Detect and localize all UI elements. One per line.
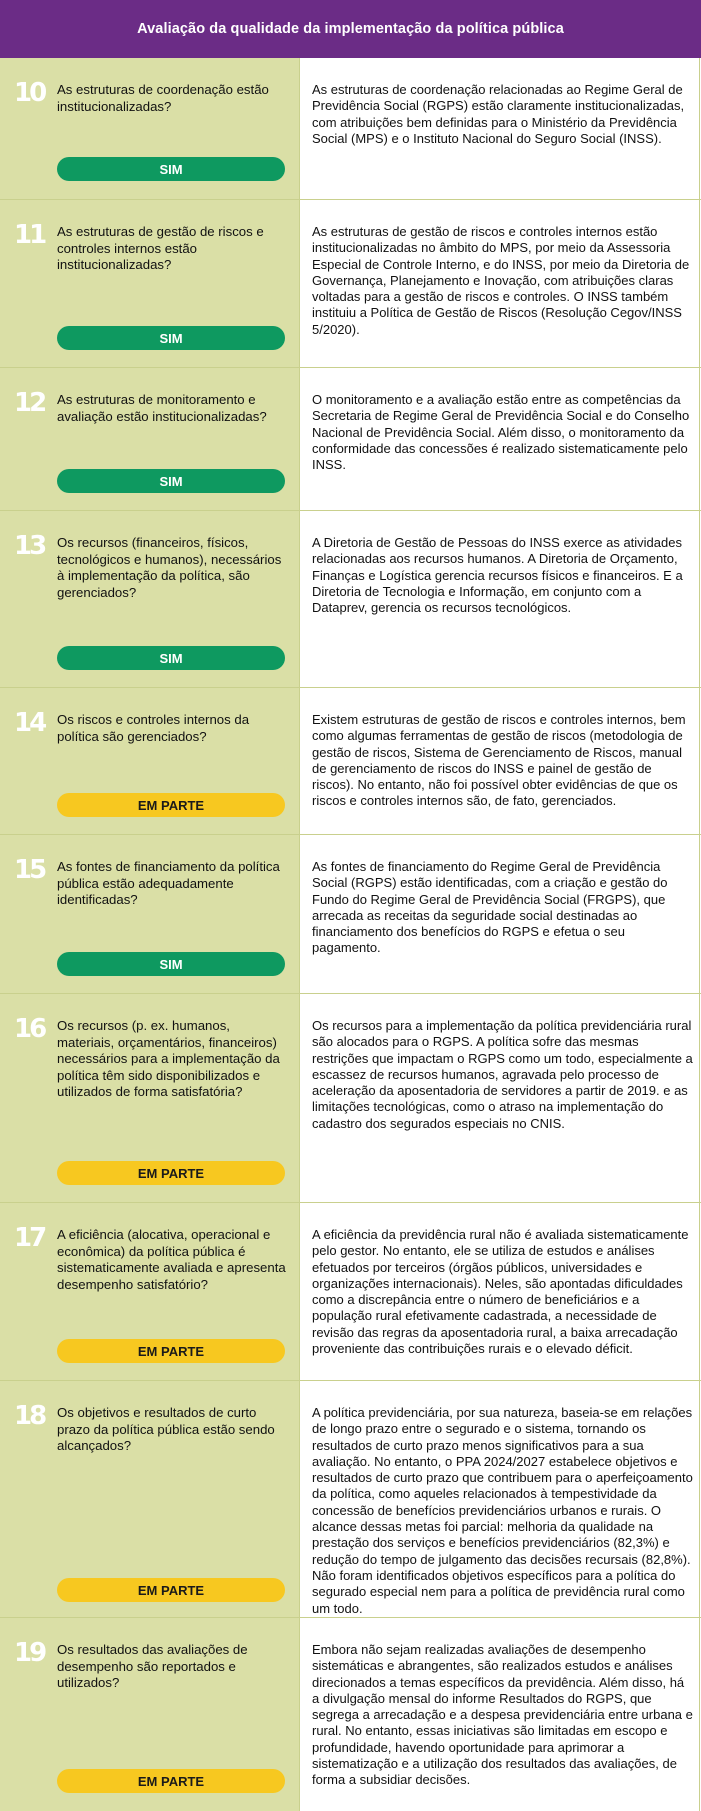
question-cell [0, 1618, 299, 1811]
answer-cell [299, 58, 700, 199]
item-number: 14 [14, 708, 45, 738]
evaluation-row [0, 687, 701, 835]
item-number: 15 [14, 855, 45, 885]
question-text: As fontes de financiamento da política pública estão adequadamente identificadas? [57, 859, 280, 907]
status-badge: SIM [57, 646, 285, 670]
item-number: 18 [14, 1401, 45, 1431]
answer-text: A eficiência da previdência rural não é avaliada sistematicamente pelo gestor. No entanto, ele se utiliza de estudos e análises efetuados por terceiros (órgãos públicos, universidades e organizações internacionais). Neles, são apontadas dificuldades como a discrepância entre o número de beneficiários e a população rural efetivamente cadastrada, a necessidade de revisão das regras da aposentadoria rural, a baixa arrecadação proveniente das contribuições rurais e o elevado déficit. [312, 1227, 689, 1357]
answer-cell [299, 1203, 700, 1381]
answer-text: Embora não sejam realizadas avaliações de desempenho sistemáticas e abrangentes, são realizados estudos e análises direcionados a temas específicos da previdência. Além disso, há a divulgação mensal do informe Resultados do RGPS, que segrega a arrecadação e a despesa previdenciária entre urbana e rural. No entanto, essas iniciativas são limitadas em escopo e profundidade, havendo oportunidade para aprimorar a sistematização e a utilização dos resultados das avaliações, de forma a subsidiar decisões. [312, 1642, 693, 1788]
status-badge: EM PARTE [57, 1578, 285, 1602]
answer-text: As estruturas de gestão de riscos e controles internos estão institucionalizadas no âmbito do MPS, por meio da Assessoria Especial de Controle Interno, e do INSS, por meio da Diretoria de Governança, Planejamento e Inovação, com atribuições claras voltadas para a gestão de riscos e controles. O INSS também instituiu a Política de Gestão de Riscos (Resolução Cegov/INSS 5/2020). [312, 224, 690, 337]
status-badge: SIM [57, 952, 285, 976]
status-badge: SIM [57, 469, 285, 493]
answer-cell [299, 1618, 700, 1811]
evaluation-row [0, 993, 701, 1203]
answer-text: As fontes de financiamento do Regime Geral de Previdência Social (RGPS) estão identificadas, com a criação e gestão do Fundo do Regime Geral de Previdência Social (FRGPS), que arrecada as receitas da seguridade social destinadas ao financiamento dos benefícios do RGPS e efetua o seu pagamento. [312, 859, 668, 956]
question-text: Os riscos e controles internos da política são gerenciados? [57, 712, 250, 744]
question-text: A eficiência (alocativa, operacional e econômica) da política pública é sistematicamente avaliada e apresenta desempenho satisfatório? [57, 1227, 286, 1292]
evaluation-row [0, 199, 701, 368]
evaluation-row [0, 1617, 701, 1811]
question-text: As estruturas de monitoramento e avaliação estão institucionalizadas? [57, 392, 267, 424]
question-cell [0, 835, 299, 994]
answer-cell [299, 835, 700, 994]
item-number: 16 [14, 1014, 45, 1044]
question-cell [0, 368, 299, 511]
answer-text: A Diretoria de Gestão de Pessoas do INSS exerce as atividades relacionadas aos recursos humanos. A Diretoria de Orçamento, Finanças e Logística gerencia recursos físicos e financeiros. E a Diretoria de Tecnologia e Informação, em conjunto com a Dataprev, gerencia os recursos tecnológicos. [312, 535, 683, 616]
answer-text: As estruturas de coordenação relacionadas ao Regime Geral de Previdência Social (RGPS) estão claramente institucionalizadas, com atribuições bem definidas para o Ministério da Previdência Social (MPS) e o Instituto Nacional do Seguro Social (INSS). [312, 82, 685, 146]
evaluation-row [0, 510, 701, 688]
item-number: 13 [14, 531, 45, 561]
page-header [0, 0, 701, 58]
answer-cell [299, 511, 700, 688]
answer-text: Os recursos para a implementação da política previdenciária rural são alocados para o RGPS. A política sofre das mesmas restrições que impactam o RGPS como um todo, especialmente a escassez de recursos humanos, agravada pelo processo de aceleração da aposentadoria de servidores a partir de 2019. e as limitações tecnológicas, como o atraso na implementação do cadastro dos segurados especiais no CNIS. [312, 1018, 693, 1131]
item-number: 12 [14, 388, 45, 418]
question-cell [0, 1381, 299, 1618]
question-text: As estruturas de coordenação estão institucionalizadas? [57, 82, 269, 114]
item-number: 17 [14, 1223, 45, 1253]
status-badge: EM PARTE [57, 1339, 285, 1363]
answer-cell [299, 1381, 700, 1618]
question-text: Os recursos (p. ex. humanos, materiais, orçamentários, financeiros) necessários para a implementação da política têm sido disponibilizados e utilizados de forma satisfatória? [57, 1018, 280, 1099]
answer-text: O monitoramento e a avaliação estão entre as competências da Secretaria de Regime Geral de Previdência Social e do Conselho Nacional de Previdência Social. Além disso, o monitoramento da conformidade das concessões é realizado sistematicamente pelo INSS. [312, 392, 690, 473]
status-badge: SIM [57, 326, 285, 350]
question-text: Os recursos (financeiros, físicos, tecnológicos e humanos), necessários à implementação da política, são gerenciados? [57, 535, 282, 600]
status-badge: SIM [57, 157, 285, 181]
question-cell [0, 688, 299, 835]
evaluation-row [0, 1202, 701, 1381]
answer-cell [299, 688, 700, 835]
status-badge: EM PARTE [57, 793, 285, 817]
status-badge: EM PARTE [57, 1161, 285, 1185]
answer-text: Existem estruturas de gestão de riscos e controles internos, bem como algumas ferramentas de gestão de riscos (metodologia de gestão de riscos, Sistema de Gerenciamento de Riscos, manual de gerenciamento de riscos do INSS e painel de gestão de riscos). No entanto, não foi possível obter evidências de que os riscos e controles internos são, de fato, gerenciados. [312, 712, 686, 809]
status-badge: EM PARTE [57, 1769, 285, 1793]
answer-cell [299, 200, 700, 368]
question-cell [0, 511, 299, 688]
answer-cell [299, 368, 700, 511]
page-title: Avaliação da qualidade da implementação da política pública [137, 21, 564, 37]
evaluation-row [0, 58, 701, 199]
answer-text: A política previdenciária, por sua natureza, baseia-se em relações de longo prazo entre o segurado e o sistema, tornando os resultados de curto prazo menos significativos para a sua avaliação. No entanto, o PPA 2024/2027 estabelece objetivos e resultados de curto prazo que contribuem para o aperfeiçoamento da política, como aqueles relacionados à tempestividade da concessão de benefícios previdenciários urbanos e rurais. O alcance dessas metas foi parcial: melhoria da qualidade na prestação dos serviços e benefícios previdenciários (82,3%) e redução do tempo de julgamento das decisões recursais (82,8%). Não foram identificados objetivos específicos para a política do segurado especial nem para a política de previdência rural como um todo. [312, 1405, 693, 1616]
evaluation-row [0, 1380, 701, 1618]
question-text: Os objetivos e resultados de curto prazo da política pública estão sendo alcançados? [57, 1405, 275, 1453]
question-text: As estruturas de gestão de riscos e controles internos estão institucionalizadas? [57, 224, 264, 272]
item-number: 10 [14, 78, 45, 108]
question-text: Os resultados das avaliações de desempenho são reportados e utilizados? [57, 1642, 248, 1690]
question-cell [0, 1203, 299, 1381]
item-number: 19 [14, 1638, 45, 1668]
answer-cell [299, 994, 700, 1203]
item-number: 11 [14, 220, 45, 250]
question-cell [0, 994, 299, 1203]
evaluation-row [0, 367, 701, 511]
evaluation-row [0, 834, 701, 994]
question-cell [0, 200, 299, 368]
question-cell [0, 58, 299, 199]
